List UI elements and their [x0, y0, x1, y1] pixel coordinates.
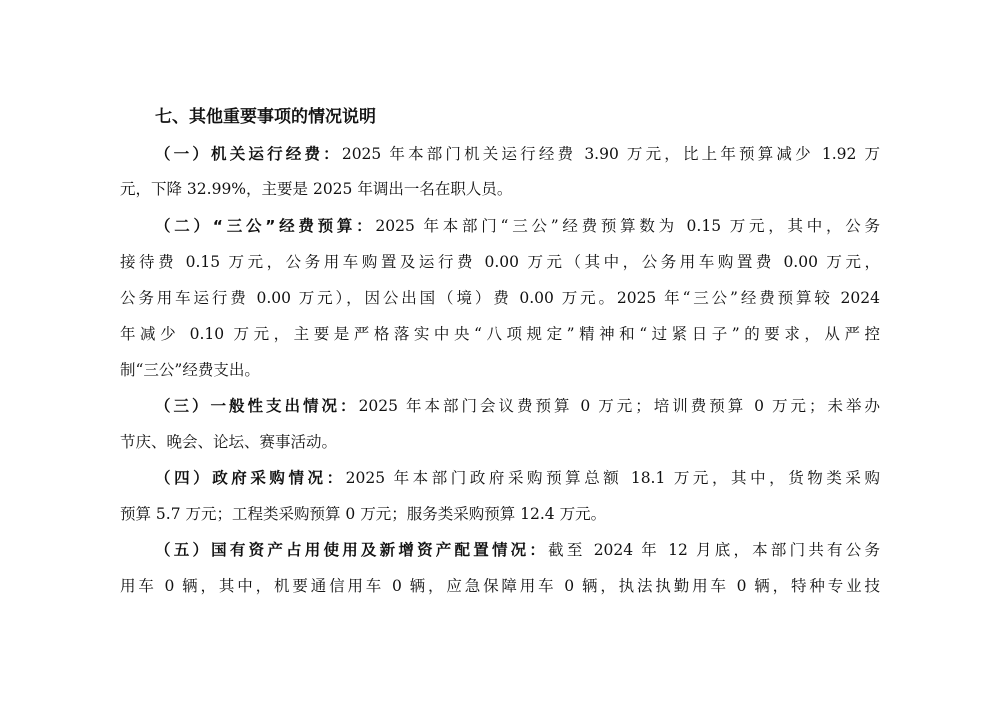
- paragraph-3-line-1: [155, 394, 880, 416]
- paragraph-5-text: 截至 2024 年 12 月底，本部门共有公务: [548, 541, 880, 559]
- paragraph-1-text: 2025 年本部门机关运行经费 3.90 万元，比上年预算减少 1.92 万: [341, 145, 880, 163]
- paragraph-3-lead: （三）一般性支出情况：: [155, 397, 359, 415]
- paragraph-3-text: 2025 年本部门会议费预算 0 万元；培训费预算 0 万元；未举办: [358, 397, 880, 415]
- paragraph-2-lead: （二）“三公”经费预算：: [155, 217, 376, 235]
- paragraph-4-line-1: [155, 466, 880, 488]
- paragraph-2-line-5: 制“三公”经费支出。: [120, 361, 260, 379]
- paragraph-1-lead: （一）机关运行经费：: [155, 145, 342, 163]
- section-title: 七、其他重要事项的情况说明: [155, 107, 376, 127]
- paragraph-3-line-2: 节庆、晚会、论坛、赛事活动。: [120, 433, 338, 451]
- paragraph-5-line-1: [155, 538, 880, 560]
- paragraph-5-line-2: 用车 0 辆，其中，机要通信用车 0 辆，应急保障用车 0 辆，执法执勤用车 0 辆，特种专业技: [120, 577, 880, 595]
- paragraph-4-text: 2025 年本部门政府采购预算总额 18.1 万元，其中，货物类采购: [345, 469, 880, 487]
- paragraph-4-line-2: 预算 5.7 万元；工程类采购预算 0 万元；服务类采购预算 12.4 万元。: [120, 505, 607, 523]
- paragraph-2-text: 2025 年本部门“三公”经费预算数为 0.15 万元，其中，公务: [375, 217, 880, 235]
- paragraph-5-lead: （五）国有资产占用使用及新增资产配置情况：: [155, 541, 549, 559]
- paragraph-2-line-4: 年减少 0.10 万元，主要是严格落实中央“八项规定”精神和“过紧日子”的要求，从严控: [120, 325, 880, 343]
- paragraph-2-line-2: 接待费 0.15 万元，公务用车购置及运行费 0.00 万元（其中，公务用车购置费 0.00 万元，: [120, 253, 880, 271]
- paragraph-2-line-3: 公务用车运行费 0.00 万元），因公出国（境）费 0.00 万元。2025 年“三公”经费预算较 2024: [120, 289, 880, 307]
- paragraph-1-line-2: 元，下降 32.99%，主要是 2025 年调出一名在职人员。: [120, 180, 513, 198]
- paragraph-1-line-1: [155, 142, 880, 164]
- paragraph-2-line-1: [155, 214, 880, 236]
- paragraph-4-lead: （四）政府采购情况：: [155, 469, 346, 487]
